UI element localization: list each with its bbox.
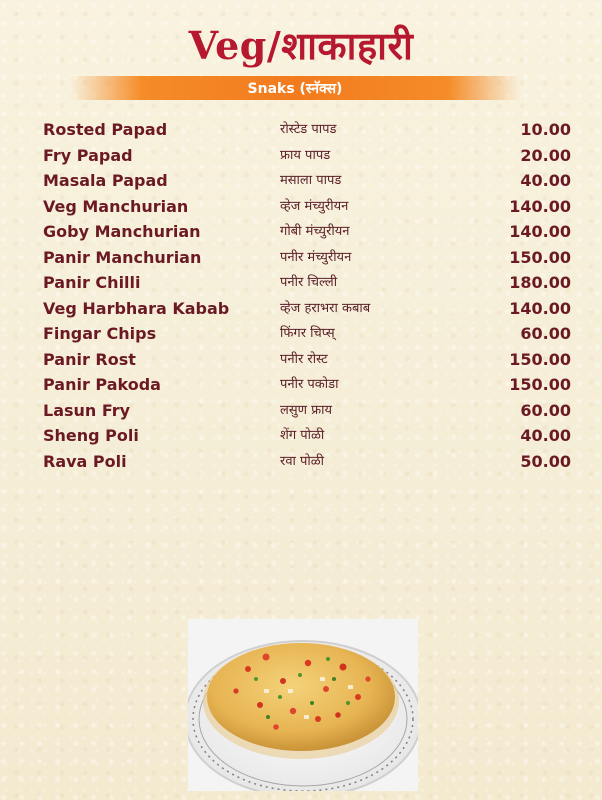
- section-title: Snaks (स्नॅक्स): [247, 80, 343, 97]
- item-name-english: Fingar Chips: [43, 324, 157, 343]
- menu-item: [43, 219, 571, 245]
- item-price: 150.00: [509, 247, 571, 267]
- menu-item: [43, 296, 571, 322]
- item-price: 40.00: [520, 426, 571, 445]
- item-name-marathi: शेंग पोळी: [280, 428, 325, 443]
- item-price: 150.00: [509, 375, 571, 394]
- masala-papad-photo: [188, 619, 418, 791]
- item-price: 40.00: [520, 171, 571, 190]
- item-name-english: Sheng Poli: [43, 426, 139, 445]
- item-name-marathi: फिंगर चिप्स्: [280, 326, 335, 341]
- item-price: 140.00: [509, 298, 571, 318]
- item-name-marathi: व्हेज मंच्युरीयन: [280, 198, 349, 214]
- item-name-marathi: फ्राय पापड: [280, 147, 331, 163]
- item-price: 60.00: [520, 324, 571, 343]
- item-name-marathi: मसाला पापड: [280, 173, 342, 188]
- item-name-english: Veg Harbhara Kabab: [43, 298, 230, 318]
- menu-item: [43, 423, 571, 449]
- menu-item: [43, 143, 571, 169]
- item-name-english: Panir Chilli: [43, 273, 141, 292]
- item-name-english: Panir Pakoda: [43, 375, 161, 394]
- menu-item: [43, 270, 571, 296]
- item-name-marathi: गोबी मंच्युरीयन: [280, 224, 350, 239]
- item-name-english: Rava Poli: [43, 451, 127, 471]
- menu-item: [43, 117, 571, 143]
- menu-item: [43, 245, 571, 271]
- item-name-english: Fry Papad: [43, 145, 133, 165]
- item-name-english: Masala Papad: [43, 171, 168, 190]
- section-header-bar: [70, 76, 520, 100]
- menu-item: [43, 168, 571, 194]
- item-name-english: Lasun Fry: [43, 400, 131, 420]
- menu-item: [43, 194, 571, 220]
- item-name-marathi: पनीर मंच्युरीयन: [280, 249, 352, 265]
- item-price: 180.00: [509, 273, 571, 292]
- item-name-marathi: रोस्टेड पापड: [280, 122, 337, 137]
- menu-item: [43, 372, 571, 398]
- item-price: 150.00: [509, 349, 571, 369]
- food-plate-illustration: [188, 619, 418, 791]
- item-price: 10.00: [520, 120, 571, 139]
- item-name-marathi: पनीर पकोडा: [280, 377, 339, 392]
- item-name-english: Panir Manchurian: [43, 247, 202, 267]
- item-name-marathi: पनीर चिल्ली: [280, 275, 338, 290]
- item-name-marathi: लसुण फ्राय: [280, 402, 333, 418]
- menu-item: [43, 347, 571, 373]
- item-price: 140.00: [509, 196, 571, 216]
- menu-list: [43, 117, 571, 474]
- item-name-marathi: व्हेज हराभरा कबाब: [280, 300, 371, 316]
- item-name-marathi: रवा पोळी: [280, 453, 325, 469]
- item-price: 20.00: [520, 145, 571, 165]
- page-title: Veg/शाकाहारी: [188, 23, 414, 68]
- menu-item: [43, 398, 571, 424]
- menu-item: [43, 449, 571, 475]
- item-name-english: Panir Rost: [43, 349, 136, 369]
- menu-item: [43, 321, 571, 347]
- item-name-english: Goby Manchurian: [43, 222, 201, 241]
- item-name-marathi: पनीर रोस्ट: [280, 351, 328, 367]
- item-price: 50.00: [520, 451, 571, 471]
- item-price: 60.00: [520, 400, 571, 420]
- item-price: 140.00: [509, 222, 571, 241]
- item-name-english: Veg Manchurian: [43, 196, 189, 216]
- item-name-english: Rosted Papad: [43, 120, 168, 139]
